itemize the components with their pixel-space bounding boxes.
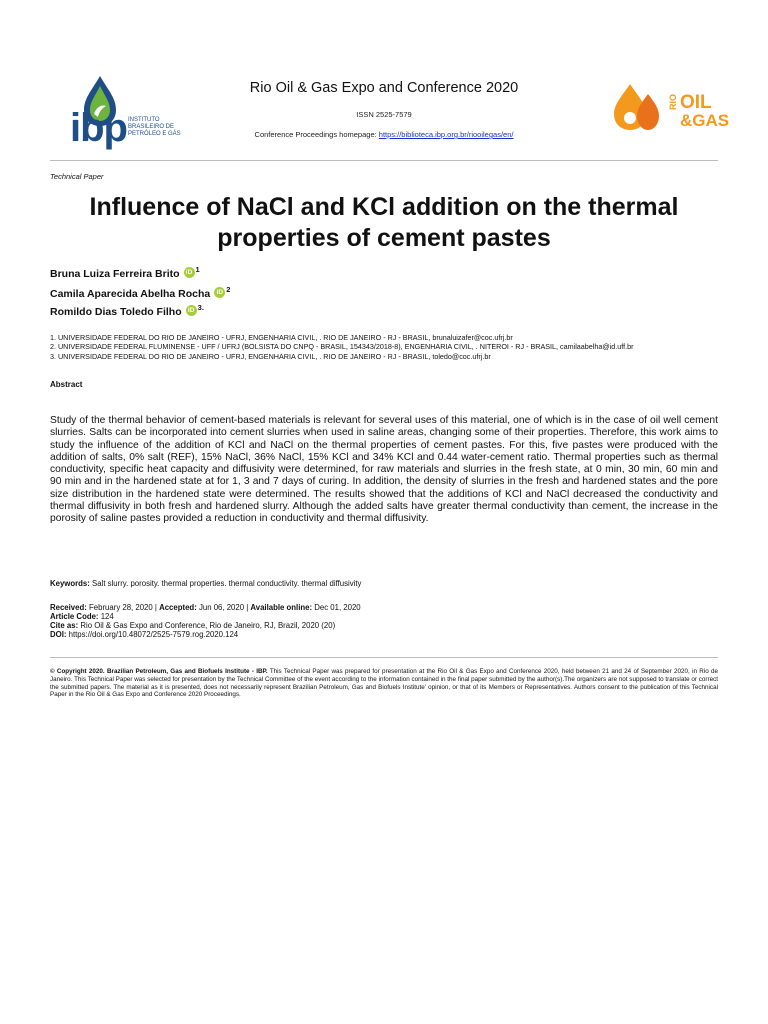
author-affiliation-number: 3	[197, 303, 202, 312]
homepage-label: Conference Proceedings homepage:	[254, 130, 377, 139]
rio-logo-rio-text: RIO	[668, 93, 678, 110]
author-2	[50, 285, 231, 300]
doi-label: DOI:	[50, 630, 67, 640]
article-code-label: Article Code:	[50, 612, 99, 622]
paper-title: Influence of NaCl and KCl addition on the thermal properties of cement pastes	[89, 193, 679, 252]
author-name: Camila Aparecida Abelha Rocha	[50, 288, 211, 300]
abstract-heading: Abstract	[50, 380, 83, 389]
document-type: Technical Paper	[50, 172, 104, 181]
author-1	[50, 265, 200, 280]
copyright-body: This Technical Paper was prepared for presentation at the Rio Oil & Gas Expo and Conference 2020, held between 21 and 24 of September 2020, in Rio de Janeiro. This Technical Paper was selected for presentation by the Technical Committee of the event according to the information contained in the final paper submitted by the author(s).The organizers are not supposed to translate or correct the submitted papers. The material as it is presented, does not necessarily represent Brazilian Petroleum, Gas and Biofuels Institute' opinion, or that of its Members or Representatives. Authors consent to the publication of this Technical Paper in the Rio Oil & Gas Expo and Conference 2020 Proceedings.	[50, 668, 718, 699]
author-3: Romildo Dias Toledo Filho iD 3 .	[50, 303, 204, 318]
received-label: Received:	[50, 603, 87, 612]
accepted-value: Jun 06, 2020	[198, 603, 245, 612]
author-name: Romildo Dias Toledo Filho	[50, 306, 182, 318]
issn: ISSN 2525-7579	[356, 110, 412, 119]
orcid-icon[interactable]: iD	[184, 267, 195, 278]
affiliation-item: 3. UNIVERSIDADE FEDERAL DO RIO DE JANEIRO - UFRJ, ENGENHARIA CIVIL, . RIO DE JANEIRO - RJ - BRASIL, toledo@coc.ufrj.br	[50, 351, 491, 361]
accepted-label: Accepted:	[159, 603, 197, 612]
keywords-label: Keywords:	[50, 579, 90, 588]
copyright-notice	[50, 668, 718, 699]
article-code-line	[50, 612, 650, 621]
article-metadata	[50, 603, 650, 639]
rio-logo-oil-text: OIL	[680, 92, 712, 113]
page-header	[0, 0, 768, 160]
homepage-link[interactable]: https://biblioteca.ibp.org.br/riooilegas/en/	[378, 130, 514, 139]
cite-label: Cite as:	[50, 621, 79, 631]
keywords-line	[50, 579, 361, 588]
abstract-body: Study of the thermal behavior of cement-based materials is relevant for several uses of this material, one of which is in the case of oil well cement slurries. Salts can be incorporated into cement slurries when used in saline areas, changing some of their properties. Therefore, this work aims to study the influence of the addition of KCl and NaCl on the thermal properties of cement pastes. For this, five pastes were produced with the addition of salts, 0% salt (REF), 15% NaCl, 36% NaCl, 15% KCl and 34% KCl and 0.44 water-cement ratio. Thermal properties such as thermal conductivity, specific heat capacity and diffusivity were determined, for raw materials and slurries in the fresh state, at 0 min, 30 min, 60 min and 90 min and in the hardened state at for 1, 3 and 7 days of curing. In addition, the density of slurries in the fresh and hardened states and the pore size distribution in the hardened state were determined. The results showed that the additions of KCl and NaCl decreased the conductivity and thermal diffusivity in both fresh and hardened slurry. Although the added salts have greater thermal conductivity than cement, the increase in the porosity of saline pastes provided a reduction in conductivity and thermal diffusivity.	[50, 415, 718, 524]
orcid-icon[interactable]: iD	[186, 305, 197, 316]
header-divider	[50, 160, 718, 161]
author-affiliation-number: 1	[195, 265, 200, 274]
affiliation-item: 1. UNIVERSIDADE FEDERAL DO RIO DE JANEIRO - UFRJ, ENGENHARIA CIVIL, . RIO DE JANEIRO - RJ - BRASIL, brunaluizafer@coc.ufrj.br	[50, 333, 513, 342]
copyright-divider	[50, 657, 718, 658]
article-code-value: 124	[100, 612, 114, 622]
copyright-heading: © Copyright 2020. Brazilian Petroleum, Gas and Biofuels Institute - IBP.	[50, 668, 268, 675]
doi-link[interactable]: https://doi.org/10.48072/2525-7579.rog.2020.124	[68, 630, 239, 640]
ibp-subtitle-line: INSTITUTO	[128, 117, 160, 123]
affiliation-item: 2. UNIVERSIDADE FEDERAL FLUMINENSE - UFF / UFRJ (BOLSISTA DO CNPQ - BRASIL, 154343/2018-8), ENGENHARIA CIVIL, . NITEROI - RJ - BRASIL, camilaabelha@id.uff.br	[50, 342, 634, 352]
received-value: February 28, 2020	[89, 603, 153, 612]
ibp-subtitle-line: BRASILEIRO DE	[128, 124, 175, 130]
available-label: Available online:	[250, 603, 313, 612]
available-value: Dec 01, 2020	[314, 603, 361, 612]
orcid-icon[interactable]: iD	[214, 287, 225, 298]
author-affiliation-number: 2	[226, 285, 231, 294]
ibp-wordmark: ibp	[70, 106, 127, 150]
dates-line: Received: February 28, 2020 | Accepted: Jun 06, 2020 | Available online: Dec 01, 2020	[50, 603, 361, 612]
cite-value: Rio Oil & Gas Expo and Conference, Rio de Janeiro, RJ, Brazil, 2020 (20)	[80, 621, 336, 631]
rio-oil-gas-logo-icon	[610, 80, 730, 134]
cite-line	[50, 621, 650, 630]
affiliations	[50, 333, 690, 361]
doi-line	[50, 630, 650, 639]
conference-title: Rio Oil & Gas Expo and Conference 2020	[249, 80, 519, 96]
rio-logo-gas-text: &GAS	[680, 111, 730, 130]
ibp-subtitle-line: PETRÓLEO E GÁS	[128, 131, 181, 137]
author-name: Bruna Luiza Ferreira Brito	[50, 268, 180, 280]
keywords-value: Salt slurry. porosity. thermal properties. thermal conductivity. thermal diffusivity	[92, 579, 362, 588]
